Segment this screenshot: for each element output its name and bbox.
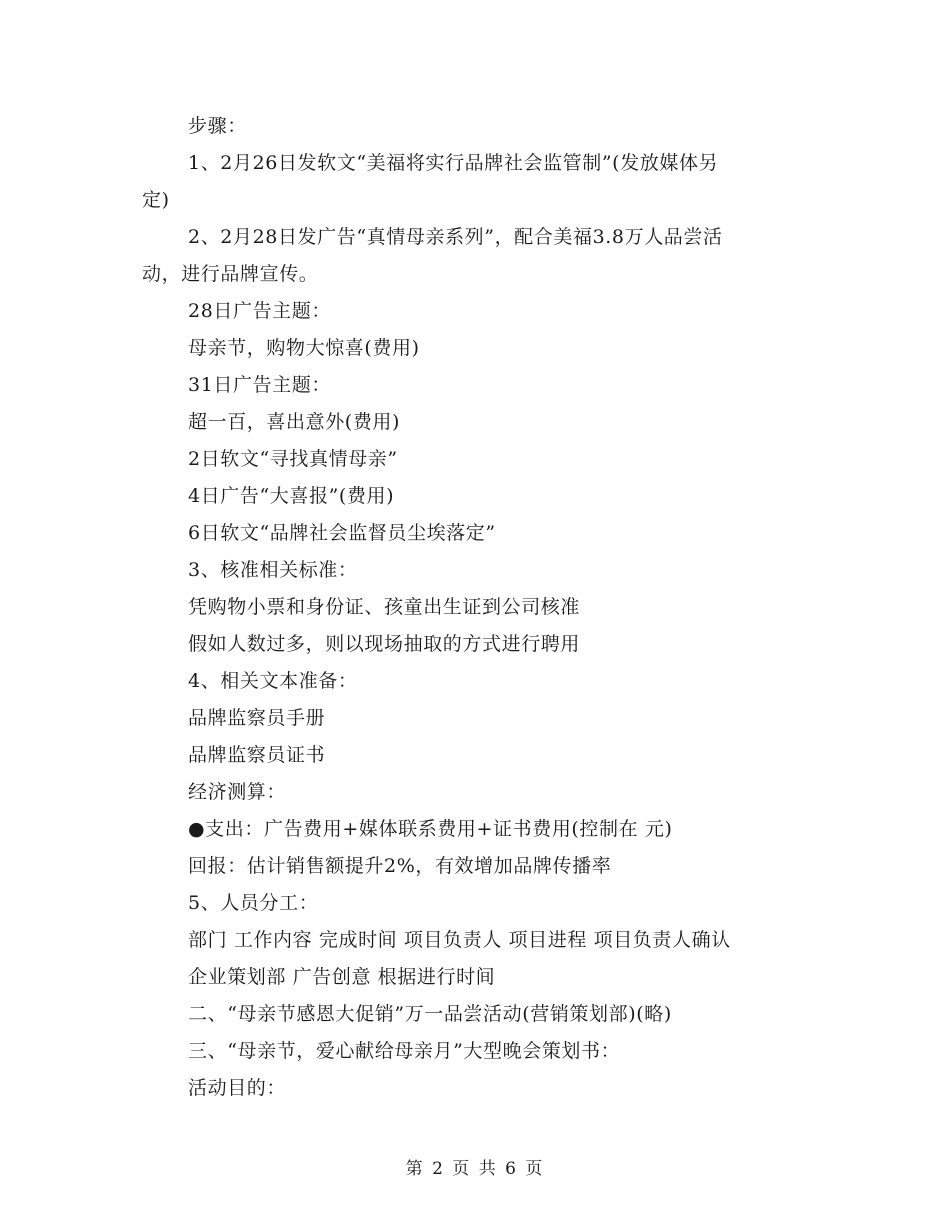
- text-line: 2、2月28日发广告“真情母亲系列”，配合美福3.8万人品尝活: [188, 226, 723, 248]
- text-line: 步骤：: [188, 115, 247, 137]
- text-line: 品牌监察员手册: [188, 707, 326, 729]
- text-line: 4日广告“大喜报”(费用): [188, 485, 395, 507]
- text-line: 回报：估计销售额提升2%，有效增加品牌传播率: [188, 855, 612, 877]
- text-line: 1、2月26日发软文“美福将实行品牌社会监管制”(发放媒体另: [188, 152, 719, 174]
- page-number-footer: 第 2 页 共 6 页: [405, 1159, 545, 1179]
- text-line: 超一百，喜出意外(费用): [188, 411, 401, 433]
- text-line: 定): [142, 189, 170, 211]
- text-line: 4、相关文本准备：: [188, 670, 358, 692]
- document-body: [142, 108, 808, 1107]
- text-line: 凭购物小票和身份证、孩童出生证到公司核准: [188, 596, 581, 618]
- text-line: 28日广告主题：: [188, 300, 331, 322]
- text-line: 6日软文“品牌社会监督员尘埃落定”: [188, 522, 496, 544]
- text-line: 部门 工作内容 完成时间 项目负责人 项目进程 项目负责人确认: [188, 929, 731, 951]
- text-line: 母亲节，购物大惊喜(费用): [188, 337, 420, 359]
- text-line: 活动目的：: [188, 1077, 287, 1099]
- text-line: 31日广告主题：: [188, 374, 331, 396]
- text-line: ●支出：广告费用+媒体联系费用+证书费用(控制在 元): [188, 818, 673, 840]
- text-line: 经济测算：: [188, 781, 287, 803]
- text-line: 三、“母亲节，爱心献给母亲月”大型晚会策划书：: [188, 1040, 621, 1062]
- text-line: 企业策划部 广告创意 根据进行时间: [188, 966, 496, 988]
- text-line: 2日软文“寻找真情母亲”: [188, 448, 398, 470]
- text-line: 假如人数过多，则以现场抽取的方式进行聘用: [188, 633, 581, 655]
- text-line: 品牌监察员证书: [188, 744, 326, 766]
- text-line: 动，进行品牌宣传。: [142, 263, 319, 285]
- text-line: 5、人员分工：: [188, 892, 319, 914]
- text-line: 二、“母亲节感恩大促销”万一品尝活动(营销策划部)(略): [188, 1003, 672, 1025]
- text-line: 3、核准相关标准：: [188, 559, 358, 581]
